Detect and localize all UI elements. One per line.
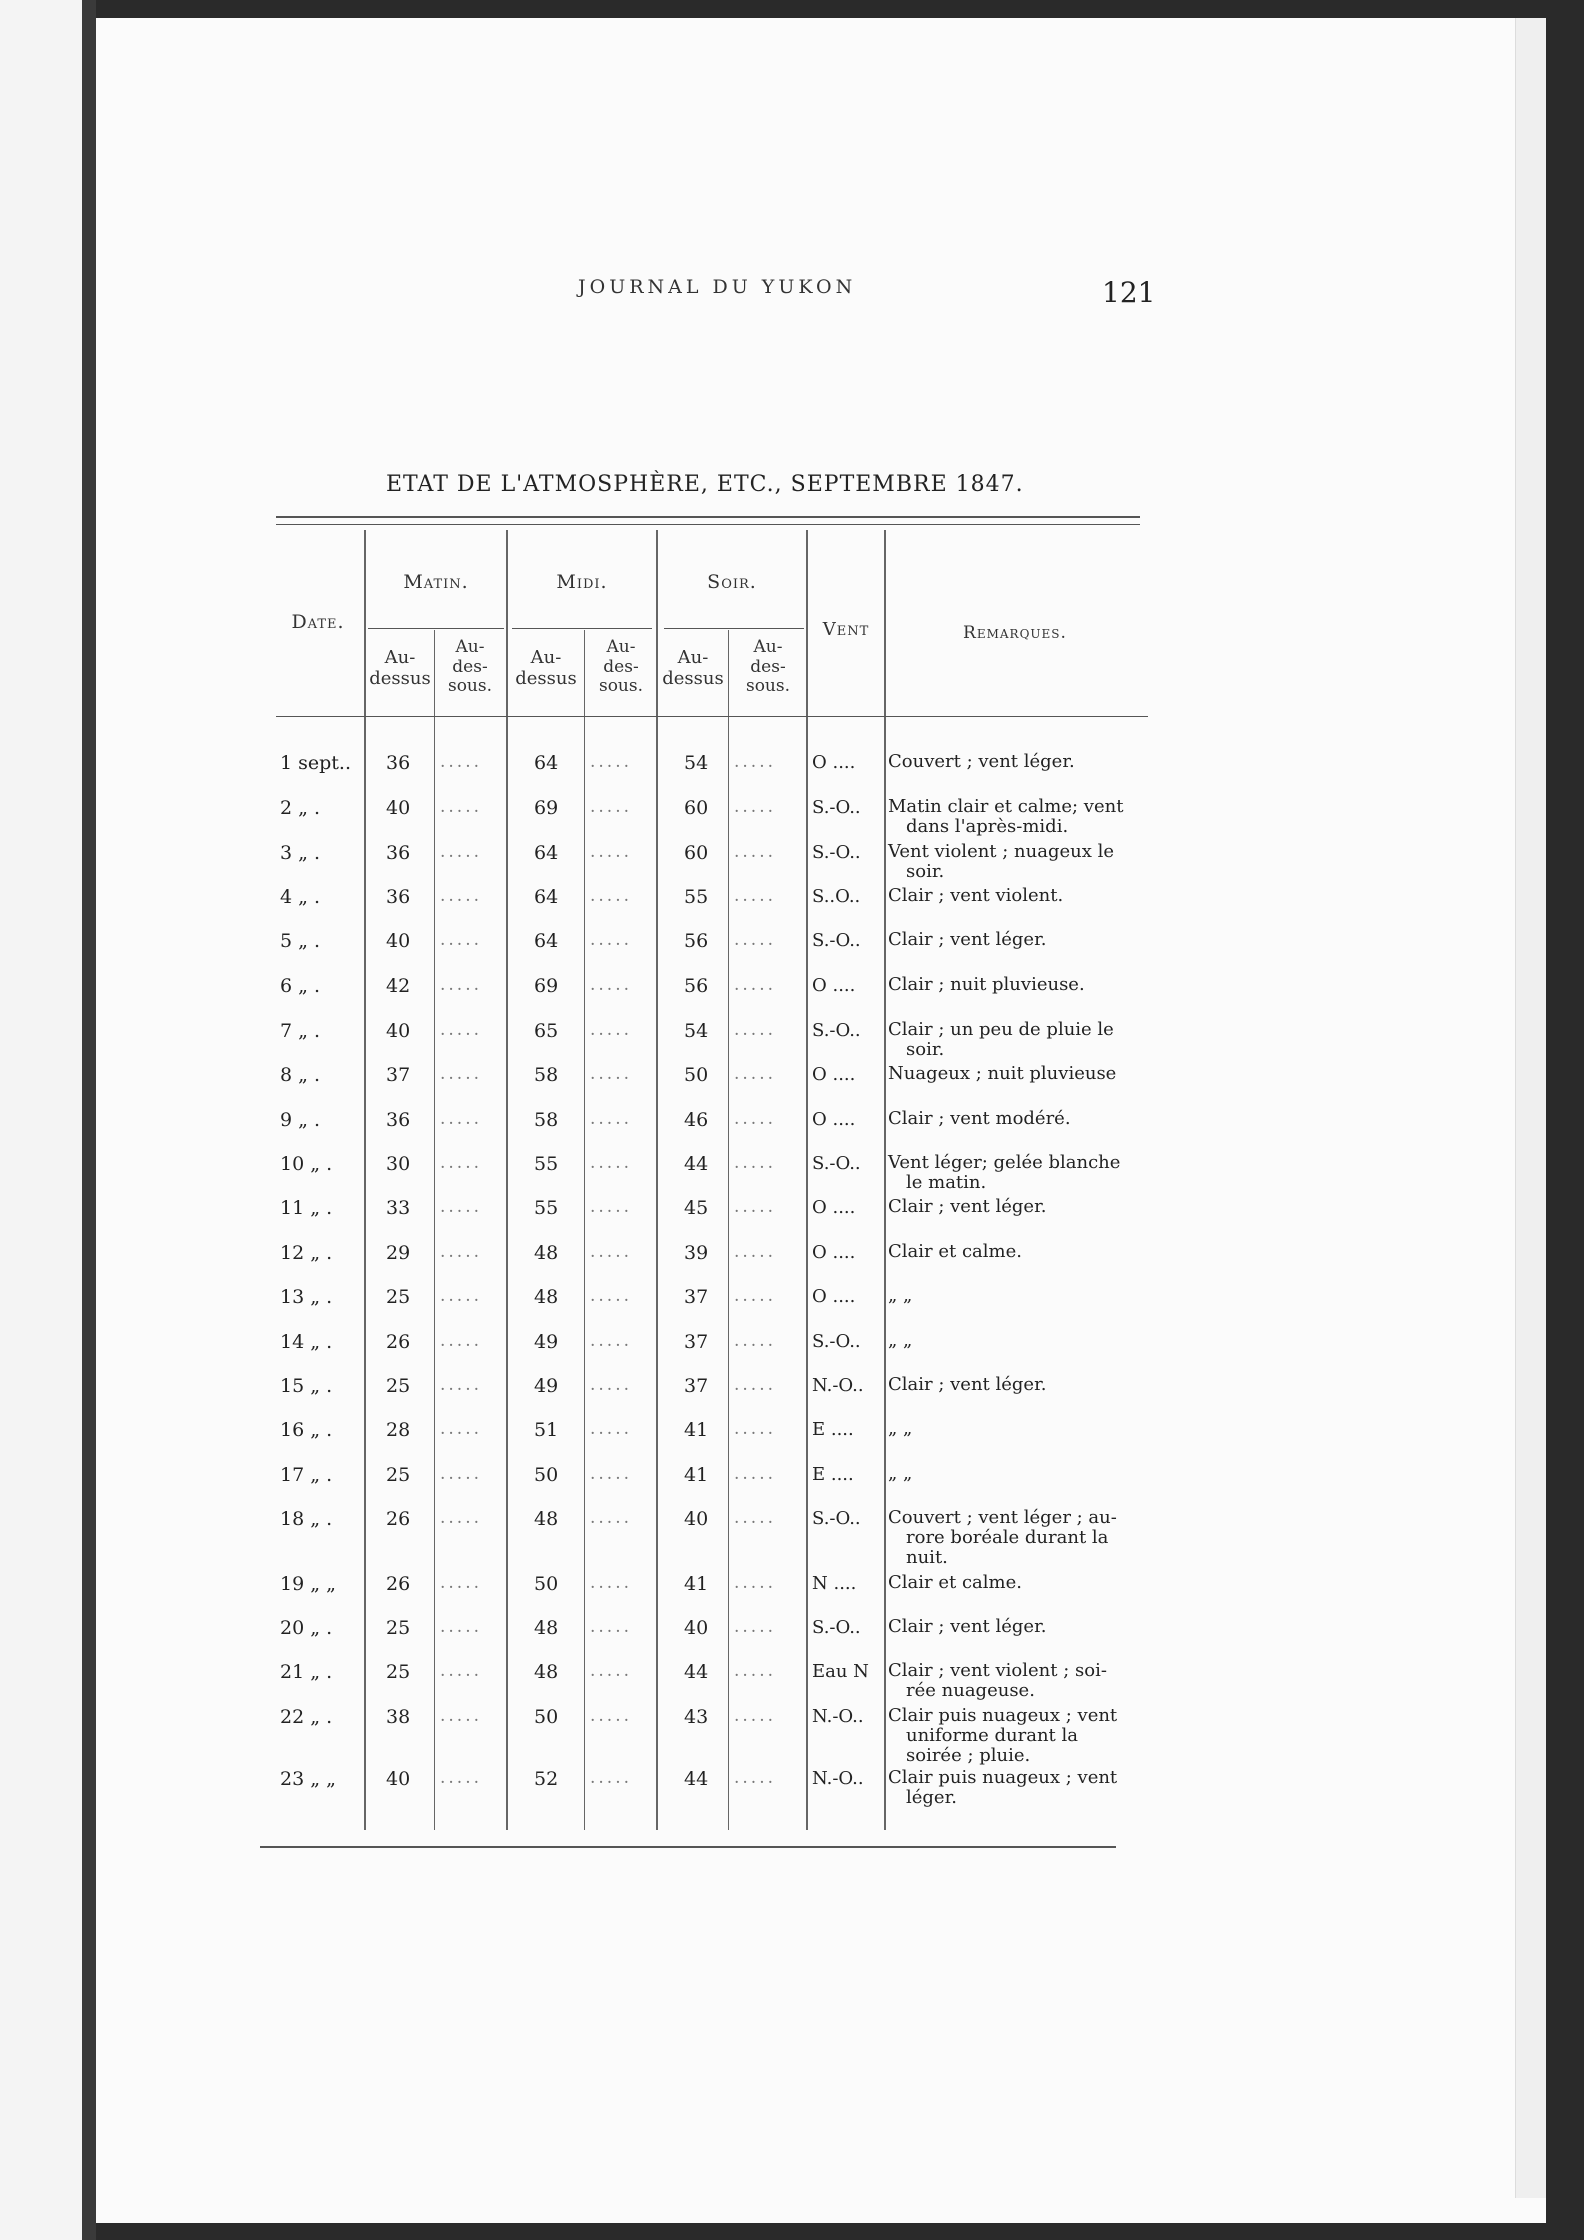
col-divider	[584, 630, 585, 1830]
header-au-dessous: Au- des- sous.	[745, 637, 791, 697]
col-divider	[656, 530, 658, 1830]
vent-cell: S..O..	[812, 886, 861, 907]
date-cell: 1 sept..	[280, 752, 351, 774]
date-cell: 15 „ .	[280, 1375, 333, 1397]
date-cell: 23 „ „	[280, 1768, 336, 1790]
midi-below-dots: .....	[590, 797, 633, 817]
soir-above-cell: 39	[684, 1242, 709, 1264]
soir-above-cell: 60	[684, 797, 709, 819]
soir-below-dots: .....	[734, 1508, 777, 1528]
remark-line: Vent violent ; nuageux le	[888, 841, 1115, 862]
remark-line: „ „	[888, 1285, 913, 1306]
remark-cell	[888, 1242, 1158, 1262]
matin-above-cell: 28	[386, 1419, 411, 1441]
midi-above-cell: 64	[534, 930, 559, 952]
soir-above-cell: 37	[684, 1375, 709, 1397]
midi-above-cell: 48	[534, 1661, 559, 1683]
matin-above-cell: 42	[386, 975, 411, 997]
date-cell: 17 „ .	[280, 1464, 333, 1486]
matin-below-dots: .....	[440, 1464, 483, 1484]
matin-above-cell: 26	[386, 1508, 411, 1530]
midi-below-dots: .....	[590, 930, 633, 950]
midi-above-cell: 48	[534, 1508, 559, 1530]
remark-line: „ „	[888, 1463, 913, 1484]
midi-above-cell: 64	[534, 886, 559, 908]
matin-above-cell: 37	[386, 1064, 411, 1086]
matin-below-dots: .....	[440, 752, 483, 772]
matin-above-cell: 25	[386, 1617, 411, 1639]
midi-above-cell: 58	[534, 1109, 559, 1131]
remark-cell	[888, 1508, 1158, 1568]
matin-below-dots: .....	[440, 1109, 483, 1129]
remark-line: Clair ; vent léger.	[888, 929, 1047, 950]
date-cell: 18 „ .	[280, 1508, 333, 1530]
soir-below-dots: .....	[734, 1109, 777, 1129]
vent-cell: O ....	[812, 752, 856, 773]
midi-above-cell: 48	[534, 1617, 559, 1639]
matin-below-dots: .....	[440, 975, 483, 995]
matin-above-cell: 25	[386, 1464, 411, 1486]
midi-above-cell: 52	[534, 1768, 559, 1790]
matin-above-cell: 40	[386, 797, 411, 819]
date-cell: 16 „ .	[280, 1419, 333, 1441]
vent-cell: S.-O..	[812, 797, 861, 818]
soir-above-cell: 45	[684, 1197, 709, 1219]
midi-below-dots: .....	[590, 1242, 633, 1262]
midi-below-dots: .....	[590, 1573, 633, 1593]
vent-cell: O ....	[812, 1109, 856, 1130]
matin-above-cell: 36	[386, 886, 411, 908]
midi-below-dots: .....	[590, 1375, 633, 1395]
header-au-dessus: Au- dessus	[662, 647, 724, 689]
vent-cell: S.-O..	[812, 1020, 861, 1041]
midi-above-cell: 49	[534, 1375, 559, 1397]
running-head: JOURNAL DU YUKON	[578, 276, 857, 298]
matin-below-dots: .....	[440, 1768, 483, 1788]
matin-above-cell: 29	[386, 1242, 411, 1264]
soir-below-dots: .....	[734, 1768, 777, 1788]
midi-above-cell: 55	[534, 1153, 559, 1175]
remark-line: Couvert ; vent léger.	[888, 751, 1075, 772]
matin-above-cell: 36	[386, 752, 411, 774]
remark-line: Clair ; vent léger.	[888, 1196, 1047, 1217]
date-cell: 3 „ .	[280, 842, 321, 864]
col-divider	[728, 630, 729, 1830]
remark-cell	[888, 1419, 1158, 1439]
matin-above-cell: 25	[386, 1375, 411, 1397]
matin-above-cell: 38	[386, 1706, 411, 1728]
midi-below-dots: .....	[590, 1661, 633, 1681]
midi-above-cell: 64	[534, 842, 559, 864]
remark-line: Clair ; vent léger.	[888, 1374, 1047, 1395]
vent-cell: S.-O..	[812, 930, 861, 951]
midi-above-cell: 48	[534, 1242, 559, 1264]
matin-below-dots: .....	[440, 797, 483, 817]
header-au-dessus: Au- dessus	[369, 647, 431, 689]
date-cell: 7 „ .	[280, 1020, 321, 1042]
remark-line: Matin clair et calme; vent	[888, 796, 1124, 817]
vent-cell: O ....	[812, 1286, 856, 1307]
header-soir: Soir.	[707, 571, 757, 593]
group-underline	[368, 628, 504, 629]
date-cell: 21 „ .	[280, 1661, 333, 1683]
matin-below-dots: .....	[440, 1064, 483, 1084]
col-divider	[806, 530, 808, 1830]
remark-cell	[888, 975, 1158, 995]
midi-above-cell: 49	[534, 1331, 559, 1353]
midi-above-cell: 50	[534, 1573, 559, 1595]
header-date: Date.	[291, 611, 345, 633]
soir-below-dots: .....	[734, 1286, 777, 1306]
date-cell: 19 „ „	[280, 1573, 336, 1595]
remark-cell	[888, 752, 1158, 772]
matin-below-dots: .....	[440, 1020, 483, 1040]
midi-below-dots: .....	[590, 1331, 633, 1351]
vent-cell: E ....	[812, 1419, 854, 1440]
midi-below-dots: .....	[590, 1617, 633, 1637]
soir-below-dots: .....	[734, 1706, 777, 1726]
midi-below-dots: .....	[590, 1508, 633, 1528]
page-number: 121	[1102, 276, 1156, 309]
midi-above-cell: 69	[534, 797, 559, 819]
soir-below-dots: .....	[734, 1617, 777, 1637]
remark-line: Clair ; un peu de pluie le	[888, 1019, 1114, 1040]
soir-above-cell: 41	[684, 1573, 709, 1595]
remark-line: Clair et calme.	[888, 1241, 1022, 1262]
midi-below-dots: .....	[590, 1109, 633, 1129]
soir-above-cell: 41	[684, 1464, 709, 1486]
remark-line: Clair ; nuit pluvieuse.	[888, 974, 1085, 995]
remark-cell	[888, 1661, 1158, 1701]
vent-cell: O ....	[812, 1242, 856, 1263]
soir-above-cell: 44	[684, 1153, 709, 1175]
matin-below-dots: .....	[440, 1197, 483, 1217]
midi-below-dots: .....	[590, 886, 633, 906]
soir-above-cell: 50	[684, 1064, 709, 1086]
midi-above-cell: 50	[534, 1464, 559, 1486]
date-cell: 20 „ .	[280, 1617, 333, 1639]
vent-cell: O ....	[812, 1197, 856, 1218]
matin-below-dots: .....	[440, 1508, 483, 1528]
remark-cell	[888, 1020, 1158, 1060]
remark-line: Clair puis nuageux ; vent	[888, 1705, 1118, 1726]
vent-cell: N ....	[812, 1573, 857, 1594]
soir-below-dots: .....	[734, 752, 777, 772]
soir-above-cell: 60	[684, 842, 709, 864]
remark-cell	[888, 930, 1158, 950]
vent-cell: S.-O..	[812, 1153, 861, 1174]
date-cell: 5 „ .	[280, 930, 321, 952]
matin-below-dots: .....	[440, 1286, 483, 1306]
soir-below-dots: .....	[734, 1464, 777, 1484]
matin-above-cell: 26	[386, 1331, 411, 1353]
midi-below-dots: .....	[590, 1286, 633, 1306]
soir-above-cell: 44	[684, 1661, 709, 1683]
matin-below-dots: .....	[440, 1419, 483, 1439]
remark-line: nuit.	[906, 1547, 948, 1568]
remark-cell	[888, 1573, 1158, 1593]
soir-below-dots: .....	[734, 842, 777, 862]
remark-cell	[888, 1706, 1158, 1766]
midi-below-dots: .....	[590, 1419, 633, 1439]
remark-line: dans l'après-midi.	[906, 816, 1069, 837]
col-divider	[434, 630, 435, 1830]
matin-below-dots: .....	[440, 842, 483, 862]
remark-cell	[888, 1109, 1158, 1129]
remark-cell	[888, 1153, 1158, 1193]
midi-above-cell: 48	[534, 1286, 559, 1308]
soir-above-cell: 55	[684, 886, 709, 908]
date-cell: 6 „ .	[280, 975, 321, 997]
matin-above-cell: 25	[386, 1661, 411, 1683]
date-cell: 11 „ .	[280, 1197, 333, 1219]
header-vent: Vent	[822, 619, 870, 640]
vent-cell: E ....	[812, 1464, 854, 1485]
vent-cell: N.-O..	[812, 1768, 864, 1789]
midi-above-cell: 50	[534, 1706, 559, 1728]
soir-above-cell: 54	[684, 752, 709, 774]
soir-above-cell: 46	[684, 1109, 709, 1131]
matin-below-dots: .....	[440, 930, 483, 950]
date-cell: 9 „ .	[280, 1109, 321, 1131]
remark-line: soir.	[906, 861, 945, 882]
soir-below-dots: .....	[734, 1020, 777, 1040]
matin-below-dots: .....	[440, 1661, 483, 1681]
remark-cell	[888, 1464, 1158, 1484]
vent-cell: N.-O..	[812, 1375, 864, 1396]
group-underline	[512, 628, 652, 629]
soir-below-dots: .....	[734, 1242, 777, 1262]
header-au-dessus: Au- dessus	[515, 647, 577, 689]
table-top-rule-2	[276, 524, 1140, 525]
soir-above-cell: 37	[684, 1286, 709, 1308]
midi-below-dots: .....	[590, 1197, 633, 1217]
vent-cell: S.-O..	[812, 1331, 861, 1352]
left-page-edge	[0, 0, 96, 2240]
remark-cell	[888, 842, 1158, 882]
date-cell: 10 „ .	[280, 1153, 333, 1175]
remark-line: Vent léger; gelée blanche	[888, 1152, 1121, 1173]
midi-below-dots: .....	[590, 1153, 633, 1173]
soir-below-dots: .....	[734, 975, 777, 995]
soir-below-dots: .....	[734, 930, 777, 950]
header-matin: Matin.	[403, 571, 469, 593]
midi-below-dots: .....	[590, 1064, 633, 1084]
midi-above-cell: 65	[534, 1020, 559, 1042]
remark-line: Couvert ; vent léger ; au-	[888, 1507, 1117, 1528]
vent-cell: O ....	[812, 975, 856, 996]
matin-above-cell: 36	[386, 1109, 411, 1131]
remark-line: le matin.	[906, 1172, 987, 1193]
matin-above-cell: 25	[386, 1286, 411, 1308]
matin-below-dots: .....	[440, 1706, 483, 1726]
matin-below-dots: .....	[440, 1573, 483, 1593]
soir-below-dots: .....	[734, 1331, 777, 1351]
date-cell: 14 „ .	[280, 1331, 333, 1353]
remark-line: „ „	[888, 1418, 913, 1439]
soir-above-cell: 54	[684, 1020, 709, 1042]
midi-above-cell: 64	[534, 752, 559, 774]
soir-below-dots: .....	[734, 886, 777, 906]
soir-above-cell: 43	[684, 1706, 709, 1728]
vent-cell: S.-O..	[812, 1508, 861, 1529]
vent-cell: S.-O..	[812, 842, 861, 863]
matin-below-dots: .....	[440, 1242, 483, 1262]
remark-cell	[888, 1064, 1158, 1084]
header-bottom-rule	[276, 716, 1148, 717]
remark-line: Clair ; vent violent.	[888, 885, 1064, 906]
col-divider	[364, 530, 366, 1830]
remark-cell	[888, 1286, 1158, 1306]
soir-above-cell: 56	[684, 930, 709, 952]
remark-line: Nuageux ; nuit pluvieuse	[888, 1063, 1117, 1084]
table-title: ETAT DE L'ATMOSPHÈRE, ETC., SEPTEMBRE 1847.	[386, 472, 1024, 497]
col-divider	[506, 530, 508, 1830]
remark-cell	[888, 1617, 1158, 1637]
midi-above-cell: 51	[534, 1419, 559, 1441]
soir-below-dots: .....	[734, 1153, 777, 1173]
vent-cell: N.-O..	[812, 1706, 864, 1727]
remark-cell	[888, 797, 1158, 837]
soir-above-cell: 40	[684, 1617, 709, 1639]
matin-below-dots: .....	[440, 886, 483, 906]
date-cell: 4 „ .	[280, 886, 321, 908]
soir-above-cell: 41	[684, 1419, 709, 1441]
midi-below-dots: .....	[590, 752, 633, 772]
table-top-rule	[276, 516, 1140, 518]
header-midi: Midi.	[556, 571, 608, 593]
remark-line: soirée ; pluie.	[906, 1745, 1031, 1766]
soir-below-dots: .....	[734, 1197, 777, 1217]
matin-below-dots: .....	[440, 1617, 483, 1637]
col-divider	[884, 530, 886, 1830]
remark-line: Clair puis nuageux ; vent	[888, 1767, 1118, 1788]
matin-above-cell: 40	[386, 1020, 411, 1042]
remark-line: soir.	[906, 1039, 945, 1060]
matin-above-cell: 40	[386, 930, 411, 952]
soir-above-cell: 37	[684, 1331, 709, 1353]
soir-above-cell: 56	[684, 975, 709, 997]
remark-cell	[888, 1375, 1158, 1395]
remark-line: Clair ; vent modéré.	[888, 1108, 1071, 1129]
midi-above-cell: 55	[534, 1197, 559, 1219]
soir-below-dots: .....	[734, 1375, 777, 1395]
remark-line: „ „	[888, 1330, 913, 1351]
date-cell: 22 „ .	[280, 1706, 333, 1728]
header-au-dessous: Au- des- sous.	[598, 637, 644, 697]
midi-above-cell: 58	[534, 1064, 559, 1086]
remark-cell	[888, 1768, 1158, 1808]
matin-below-dots: .....	[440, 1375, 483, 1395]
vent-cell: S.-O..	[812, 1617, 861, 1638]
midi-below-dots: .....	[590, 1020, 633, 1040]
vent-cell: Eau N	[812, 1661, 869, 1682]
remark-line: Clair ; vent léger.	[888, 1616, 1047, 1637]
group-underline	[664, 628, 804, 629]
soir-below-dots: .....	[734, 797, 777, 817]
remark-cell	[888, 886, 1158, 906]
date-cell: 8 „ .	[280, 1064, 321, 1086]
header-au-dessous: Au- des- sous.	[447, 637, 493, 697]
date-cell: 12 „ .	[280, 1242, 333, 1264]
matin-below-dots: .....	[440, 1153, 483, 1173]
soir-above-cell: 44	[684, 1768, 709, 1790]
remark-line: léger.	[906, 1787, 957, 1808]
date-cell: 13 „ .	[280, 1286, 333, 1308]
midi-above-cell: 69	[534, 975, 559, 997]
midi-below-dots: .....	[590, 1464, 633, 1484]
page-fore-edge	[1515, 18, 1546, 2198]
matin-above-cell: 26	[386, 1573, 411, 1595]
soir-below-dots: .....	[734, 1661, 777, 1681]
remark-cell	[888, 1331, 1158, 1351]
soir-below-dots: .....	[734, 1064, 777, 1084]
midi-below-dots: .....	[590, 1768, 633, 1788]
date-cell: 2 „ .	[280, 797, 321, 819]
remark-line: uniforme durant la	[906, 1725, 1078, 1746]
matin-below-dots: .....	[440, 1331, 483, 1351]
remark-line: rore boréale durant la	[906, 1527, 1109, 1548]
table-bottom-rule	[260, 1846, 1116, 1848]
remark-cell	[888, 1197, 1158, 1217]
midi-below-dots: .....	[590, 975, 633, 995]
soir-below-dots: .....	[734, 1419, 777, 1439]
midi-below-dots: .....	[590, 842, 633, 862]
vent-cell: O ....	[812, 1064, 856, 1085]
matin-above-cell: 33	[386, 1197, 411, 1219]
midi-below-dots: .....	[590, 1706, 633, 1726]
remark-line: Clair et calme.	[888, 1572, 1022, 1593]
remark-line: Clair ; vent violent ; soi-	[888, 1660, 1107, 1681]
matin-above-cell: 36	[386, 842, 411, 864]
header-remarques: Remarques.	[963, 623, 1067, 643]
soir-below-dots: .....	[734, 1573, 777, 1593]
matin-above-cell: 40	[386, 1768, 411, 1790]
remark-line: rée nuageuse.	[906, 1680, 1035, 1701]
soir-above-cell: 40	[684, 1508, 709, 1530]
matin-above-cell: 30	[386, 1153, 411, 1175]
